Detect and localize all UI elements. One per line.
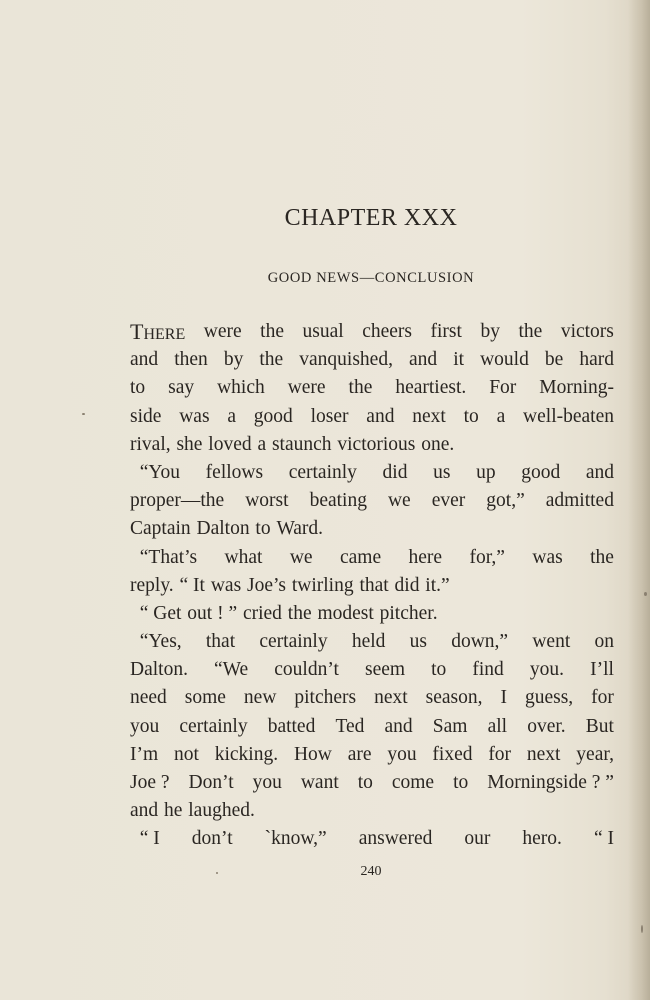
word: and xyxy=(409,349,438,371)
word: loved xyxy=(208,433,252,455)
text-line xyxy=(130,741,614,769)
chapter-title: CHAPTER XXX xyxy=(284,205,458,231)
word: side xyxy=(130,405,162,427)
word: beating xyxy=(309,490,367,512)
word: down,” xyxy=(451,631,509,653)
text-line xyxy=(130,600,614,628)
word: seem xyxy=(364,659,406,681)
page-edge-shadow xyxy=(628,0,650,1000)
page-number: 240 xyxy=(360,864,382,879)
word: hero. xyxy=(522,828,562,850)
word: fixed xyxy=(432,743,473,765)
word: come xyxy=(391,772,435,793)
word: “ I xyxy=(130,828,160,850)
word: we xyxy=(387,490,411,512)
word: all xyxy=(487,715,508,737)
word: Morningside ? ” xyxy=(487,772,614,793)
text-line xyxy=(130,628,614,656)
word: modest xyxy=(317,602,374,624)
word: you xyxy=(252,772,282,793)
word: well-beaten xyxy=(523,405,614,427)
word: answered xyxy=(358,828,433,850)
word: “You xyxy=(130,461,181,483)
paper-speck xyxy=(641,925,643,933)
word: victors xyxy=(560,321,614,342)
word: I xyxy=(500,687,507,709)
word: he xyxy=(164,800,183,822)
word: over. xyxy=(527,715,566,737)
word: you xyxy=(130,715,160,737)
word: that xyxy=(205,631,236,653)
word: next xyxy=(374,687,408,709)
word: certainly xyxy=(179,715,248,737)
word: the xyxy=(287,602,312,624)
word: I’ll xyxy=(590,659,614,681)
word: would xyxy=(480,349,529,371)
text-line xyxy=(130,346,614,374)
word: admitted xyxy=(545,490,614,512)
word: which xyxy=(217,377,265,399)
word: for xyxy=(591,687,614,709)
word: next xyxy=(412,405,446,427)
drop-initial: T xyxy=(130,319,144,344)
word: up xyxy=(476,461,496,483)
word: the xyxy=(518,321,543,342)
word: good xyxy=(521,461,561,483)
word: next xyxy=(526,743,561,765)
word: proper—the xyxy=(130,490,225,512)
word: a xyxy=(257,433,267,455)
word: ˋknow,” xyxy=(264,828,327,850)
word: loser xyxy=(310,405,349,427)
word: Ted xyxy=(335,715,365,737)
word: got,” xyxy=(486,490,525,512)
word: the xyxy=(348,377,373,399)
word: couldn’t xyxy=(274,659,339,681)
word: and xyxy=(130,800,159,822)
word: pitchers xyxy=(294,687,357,709)
chapter-subtitle: GOOD NEWS—CONCLUSION xyxy=(267,270,475,286)
word: pitcher. xyxy=(379,602,438,624)
word: held xyxy=(351,631,386,653)
text-line xyxy=(130,403,614,431)
word: For xyxy=(489,377,517,399)
word: and xyxy=(384,715,413,737)
word: “ I xyxy=(593,828,614,850)
word: say xyxy=(168,377,195,399)
word: want xyxy=(300,772,339,793)
word: did xyxy=(382,461,408,483)
word: went xyxy=(532,631,571,653)
word: the xyxy=(260,321,284,342)
word: were xyxy=(203,321,242,342)
word: new xyxy=(243,687,277,709)
word: by xyxy=(223,349,244,371)
word: Joe’s xyxy=(247,574,286,596)
word: Captain xyxy=(130,518,191,540)
text-line xyxy=(130,318,614,346)
text-line xyxy=(130,825,614,853)
word: ever xyxy=(431,490,466,512)
word: heartiest. xyxy=(395,377,467,399)
word: the xyxy=(259,349,284,371)
word: it.” xyxy=(425,574,450,596)
word: we xyxy=(289,546,313,568)
text-line xyxy=(130,374,614,402)
word: a xyxy=(496,405,506,427)
word: “ It xyxy=(179,574,205,596)
word: the xyxy=(590,546,614,568)
word: to xyxy=(453,772,469,793)
word: Morning- xyxy=(539,377,614,399)
word: staunch xyxy=(271,433,332,455)
word: first xyxy=(430,321,462,342)
text-line xyxy=(130,769,614,797)
word: came xyxy=(339,546,382,568)
word: Don’t xyxy=(188,772,234,793)
word: to xyxy=(130,377,146,399)
text-line xyxy=(130,459,614,487)
word: and xyxy=(366,405,395,427)
word: twirling xyxy=(291,574,354,596)
word: season, xyxy=(425,687,483,709)
word: kicking. xyxy=(214,743,279,765)
text-line xyxy=(130,572,614,600)
paper-speck xyxy=(216,872,218,874)
word: “ Get xyxy=(130,602,182,624)
word: victorious xyxy=(337,433,416,455)
word: laughed. xyxy=(188,800,255,822)
word: Joe ? xyxy=(130,772,170,793)
word: find xyxy=(472,659,504,681)
word: to xyxy=(463,405,479,427)
word: rival, xyxy=(130,433,171,455)
word: by xyxy=(480,321,500,342)
paper-speck xyxy=(644,592,647,596)
word: How xyxy=(293,743,332,765)
word: you. xyxy=(529,659,565,681)
word: did xyxy=(394,574,420,596)
word: you xyxy=(387,743,417,765)
word: it xyxy=(453,349,465,371)
word: one. xyxy=(421,433,455,455)
word: Dalton. xyxy=(130,659,188,681)
word: fellows xyxy=(205,461,264,483)
word: out ! ” xyxy=(187,602,238,624)
word: was xyxy=(210,574,242,596)
word: to xyxy=(431,659,447,681)
word: on xyxy=(594,631,614,653)
text-line xyxy=(130,431,614,459)
word: she xyxy=(176,433,203,455)
word: batted xyxy=(267,715,316,737)
word: for xyxy=(488,743,512,765)
word: be xyxy=(544,349,564,371)
text-line xyxy=(130,487,614,515)
word: that xyxy=(359,574,389,596)
word: Dalton xyxy=(196,518,250,540)
word: some xyxy=(184,687,226,709)
word: then xyxy=(174,349,208,371)
word: hard xyxy=(579,349,614,371)
word: certainly xyxy=(288,461,357,483)
word: here xyxy=(408,546,443,568)
word xyxy=(130,318,185,346)
text-line xyxy=(130,797,614,825)
word: year, xyxy=(576,743,614,765)
word: and xyxy=(130,349,159,371)
text-line xyxy=(130,713,614,741)
word: cried xyxy=(242,602,282,624)
text-line xyxy=(130,515,614,543)
word: “We xyxy=(214,659,249,681)
word: our xyxy=(464,828,491,850)
word: to xyxy=(255,518,271,540)
text-line xyxy=(130,684,614,712)
word: for,” xyxy=(469,546,505,568)
word: But xyxy=(585,715,614,737)
word: don’t xyxy=(191,828,233,850)
word: a xyxy=(227,405,236,427)
word: not xyxy=(173,743,199,765)
small-caps-rest: HERE xyxy=(143,326,186,343)
word: Ward. xyxy=(276,518,324,540)
word: “Yes, xyxy=(130,631,182,653)
word: reply. xyxy=(130,574,174,596)
word: usual xyxy=(302,321,344,342)
word: vanquished, xyxy=(299,349,393,371)
word: need xyxy=(130,687,167,709)
word: to xyxy=(357,772,373,793)
word: what xyxy=(224,546,263,568)
text-line xyxy=(130,656,614,684)
word: I’m xyxy=(130,743,159,765)
word: certainly xyxy=(259,631,328,653)
word: and xyxy=(585,461,614,483)
word: guess, xyxy=(524,687,574,709)
word: Sam xyxy=(432,715,468,737)
text-line xyxy=(130,544,614,572)
word: are xyxy=(347,743,372,765)
word: was xyxy=(532,546,563,568)
word: worst xyxy=(245,490,289,512)
word: us xyxy=(409,631,427,653)
paper-speck xyxy=(82,413,85,415)
word: “That’s xyxy=(130,546,198,568)
word: were xyxy=(287,377,326,399)
word: was xyxy=(179,405,210,427)
body-text xyxy=(130,318,614,854)
word: cheers xyxy=(362,321,412,342)
word: us xyxy=(433,461,451,483)
word: good xyxy=(253,405,293,427)
